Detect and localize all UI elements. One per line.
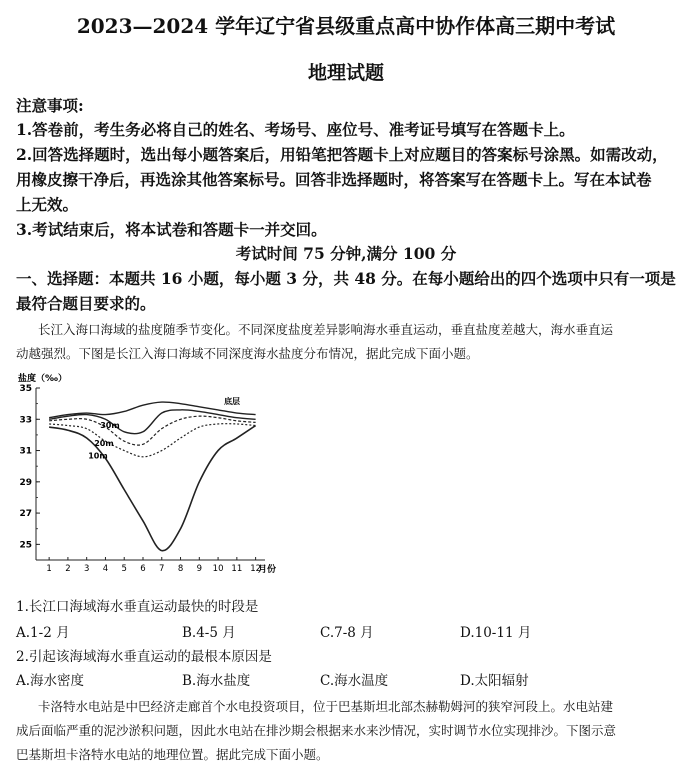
y-tick-label: 33 [19, 415, 32, 426]
section1-line-1: 一、选择题：本题共 16 小题，每小题 3 分，共 48 分。在每小题给出的四个选项中只有一项是 [16, 269, 676, 288]
passage2-line-1: 卡洛特水电站是中巴经济走廊首个水电投资项目，位于巴基斯坦北部杰赫勒姆河的狭窄河段上。水电站建 [38, 699, 614, 714]
y-tick-label: 31 [19, 446, 32, 457]
series-line-20m [49, 416, 255, 445]
x-tick-label: 3 [83, 564, 90, 574]
q2-option-c: C.海水温度 [320, 673, 389, 689]
q2-option-a: A.海水密度 [16, 673, 85, 689]
series-label: 10m [88, 451, 108, 461]
series-label: 30m [100, 420, 120, 430]
x-tick-label: 7 [159, 564, 165, 574]
x-tick-label: 11 [231, 564, 243, 574]
q1-option-d: D.10-11 月 [460, 625, 532, 641]
x-tick-label: 10 [212, 564, 224, 574]
exam-info: 考试时间 75 分钟,满分 100 分 [235, 244, 457, 263]
x-tick-label: 1 [46, 564, 52, 574]
q2-option-d: D.太阳辐射 [460, 673, 529, 689]
y-axis-label: 盐度（‰） [18, 374, 67, 384]
x-axis-label: 月份 [258, 565, 277, 575]
notice-item-2-line-1: 2.回答选择题时，选出每小题答案后，用铅笔把答题卡上对应题目的答案标号涂黑。如需改动， [16, 145, 668, 164]
series-label: 20m [94, 439, 114, 449]
q1-stem: 1.长江口海域海水垂直运动最快的时段是 [16, 599, 259, 615]
exam-title: 2023—2024 学年辽宁省县级重点高中协作体高三期中考试 [76, 14, 616, 38]
x-tick-label: 4 [102, 564, 109, 574]
notice-heading: 注意事项: [16, 96, 84, 115]
q1-option-b: B.4-5 月 [182, 625, 236, 641]
q1-option-a: A.1-2 月 [16, 625, 70, 641]
x-tick-label: 9 [196, 564, 203, 574]
q1-option-c: C.7-8 月 [320, 625, 374, 641]
notice-item-1: 1.答卷前，考生务必将自己的姓名、考场号、座位号、准考证号填写在答题卡上。 [16, 120, 575, 139]
notice-item-3: 3.考试结束后，将本试卷和答题卡一并交回。 [16, 220, 327, 239]
x-tick-label: 8 [177, 564, 184, 574]
series-line-10m [49, 424, 255, 457]
x-tick-label: 5 [121, 564, 127, 574]
passage2-line-2: 成后面临严重的泥沙淤积问题，因此水电站在排沙期会根据来水来沙情况，实时调节水位实现排沙。下图示意 [16, 723, 617, 738]
series-label: 底层 [224, 396, 241, 406]
q2-stem: 2.引起该海域海水垂直运动的最根本原因是 [16, 649, 272, 665]
notice-item-2-line-3: 上无效。 [16, 195, 79, 214]
y-tick-label: 35 [19, 384, 32, 394]
series-line-surface [49, 426, 255, 551]
passage2-line-3: 巴基斯坦卡洛特水电站的地理位置。据此完成下面小题。 [16, 747, 329, 762]
exam-subtitle: 地理试题 [307, 62, 384, 84]
y-tick-label: 27 [19, 509, 32, 520]
q2-option-b: B.海水盐度 [182, 673, 251, 689]
passage1-line-1: 长江入海口海域的盐度随季节变化。不同深度盐度差异影响海水垂直运动，垂直盐度差越大，海水垂直运 [38, 322, 614, 337]
x-tick-label: 12 [250, 564, 262, 574]
x-tick-label: 2 [65, 564, 71, 574]
section1-line-2: 最符合题目要求的。 [16, 294, 156, 313]
y-tick-label: 25 [19, 540, 32, 551]
notice-item-2-line-2: 用橡皮擦干净后，再选涂其他答案标号。回答非选择题时，将答案写在答题卡上。写在本试卷 [16, 170, 652, 189]
x-tick-label: 6 [140, 564, 146, 574]
passage1-line-2: 动越强烈。下图是长江入海口海域不同深度海水盐度分布情况，据此完成下面小题。 [16, 346, 479, 361]
y-tick-label: 29 [19, 477, 32, 488]
salinity-chart [10, 370, 280, 582]
